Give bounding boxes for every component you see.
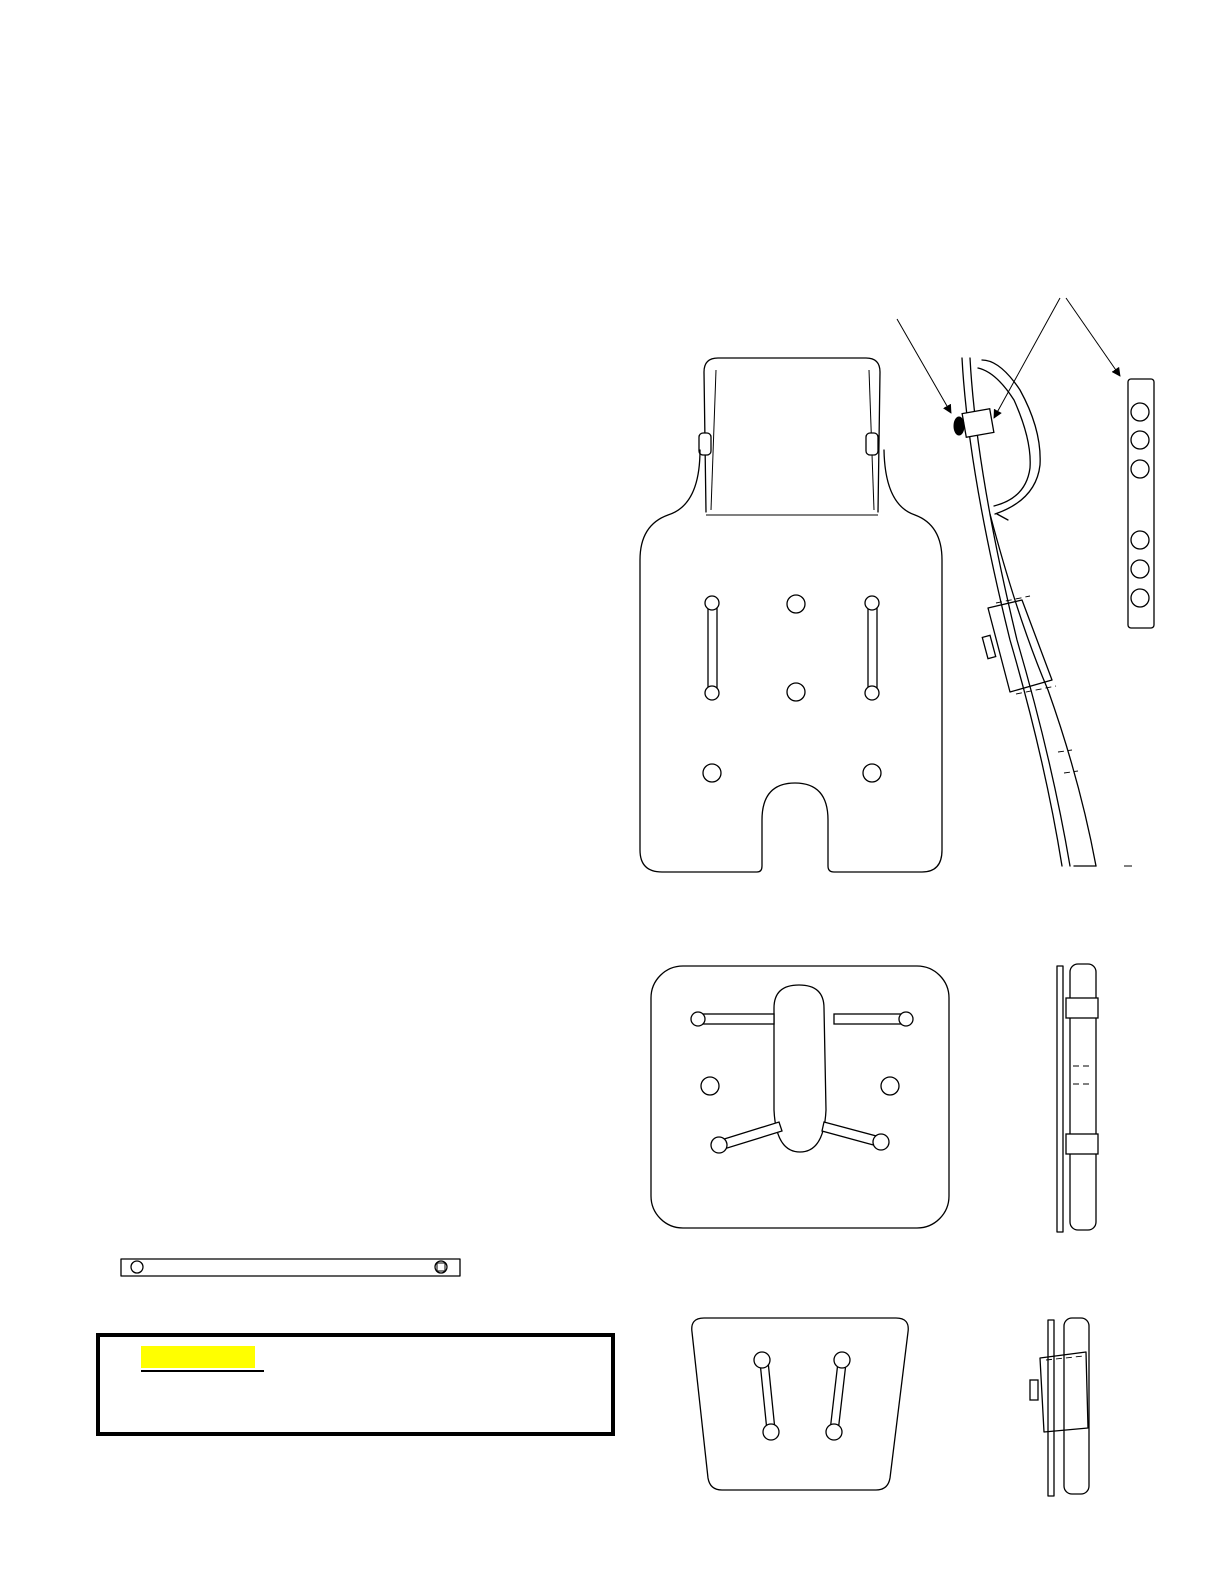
leader-arrows <box>897 298 1120 418</box>
seat-panel-top-view <box>651 966 949 1228</box>
seat-hole <box>701 1077 719 1095</box>
back-panel-front-view <box>640 358 942 872</box>
pad-slot-left <box>754 1352 779 1440</box>
seat-pommel <box>774 985 826 1152</box>
pad-slot-right <box>826 1352 850 1440</box>
bar-hole <box>1131 531 1149 549</box>
bar-hole <box>1131 589 1149 607</box>
bar-hole <box>1131 560 1149 578</box>
seat-panel-outline <box>651 966 949 1228</box>
lateral-pad-outline <box>692 1318 909 1490</box>
lateral-pad-side-view <box>1030 1318 1089 1496</box>
leader-arrow <box>1066 298 1120 376</box>
back-hole <box>787 683 805 701</box>
leader-arrow <box>994 298 1060 418</box>
back-hole <box>863 764 881 782</box>
seat-slot-angled-right <box>822 1122 889 1150</box>
strap-bar <box>121 1259 460 1276</box>
note-heading-underline <box>141 1370 264 1372</box>
lateral-pad-front-view <box>692 1318 909 1490</box>
seat-slot-right <box>834 1012 913 1026</box>
back-panel-side-view <box>954 358 1132 866</box>
back-hole <box>703 764 721 782</box>
seat-panel-side-view <box>1057 964 1098 1232</box>
back-slot-right <box>865 596 879 700</box>
headrest-clip-left <box>699 433 711 455</box>
strap-hole <box>131 1261 143 1273</box>
seat-hole <box>881 1077 899 1095</box>
seat-slot-left <box>691 1012 774 1026</box>
back-slot-left <box>705 596 719 700</box>
headrest-side-loop <box>982 360 1040 514</box>
note-box <box>96 1333 615 1436</box>
note-heading-highlight <box>141 1346 255 1368</box>
headrest-clamp <box>962 409 994 437</box>
headrest-clip-right <box>866 433 878 455</box>
bar-hole <box>1131 431 1149 449</box>
hole-bar <box>1128 379 1154 628</box>
back-hole <box>787 595 805 613</box>
clamp-knob <box>954 417 964 435</box>
back-panel-outline <box>640 450 942 872</box>
seat-slot-angled-left <box>711 1122 782 1153</box>
bar-hole <box>1131 403 1149 421</box>
headrest-outline <box>704 358 880 512</box>
leader-arrow <box>897 319 951 413</box>
bar-hole <box>1131 460 1149 478</box>
